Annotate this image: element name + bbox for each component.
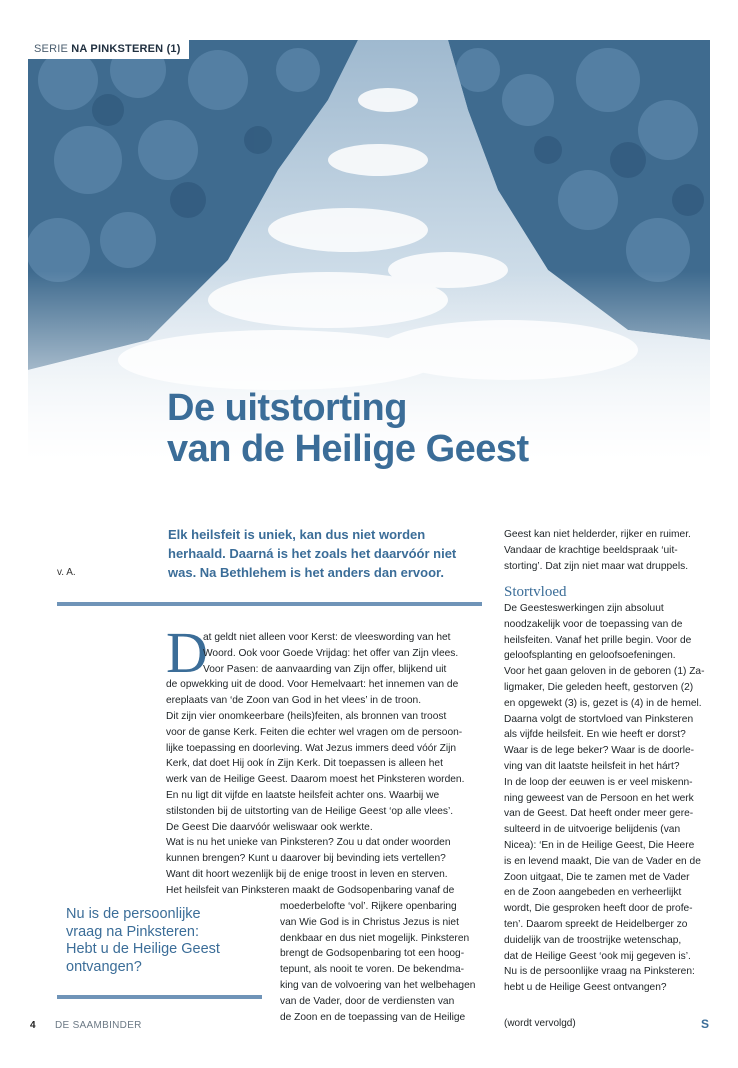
- page-number: 4: [30, 1020, 36, 1031]
- body-line: ligmaker, Die geleden heeft, gestorven (2): [504, 681, 694, 693]
- end-mark-icon: S: [701, 1017, 710, 1031]
- body-line: Woord. Ook voor Goede Vrijdag: het offer van Zijn vlees.: [203, 647, 459, 659]
- body-line: De Geest Die daarvóór weliswaar ook werkte.: [166, 821, 373, 833]
- body-line: geloofsplanting en geloofsoefeningen.: [504, 650, 676, 662]
- body-line: van Wie God is in Christus Jezus is niet: [280, 916, 459, 928]
- body-line: tepunt, als nooit te voren. De bekendma-: [280, 964, 465, 976]
- body-line: duidelijk van de troostrijke wetenschap,: [504, 934, 682, 946]
- quote-line: vraag na Pinksteren:: [66, 923, 199, 940]
- body-line: Voor het gaan geloven in de geboren (1) Za-: [504, 666, 705, 678]
- body-column-3: [504, 601, 719, 996]
- body-line: storting’. Dat zijn niet maar wat druppels.: [504, 560, 689, 572]
- body-line: at geldt niet alleen voor Kerst: de vleeswording van het: [203, 632, 451, 643]
- body-line: De Geesteswerkingen zijn absoluut: [504, 603, 664, 614]
- body-line: sulteerd in de uitvoerige belijdenis (van: [504, 824, 681, 836]
- author: v. A.: [57, 567, 76, 578]
- body-line: noodzakelijk voor de toepassing van de: [504, 618, 683, 630]
- body-line: stilstonden bij de uitstorting van de Heilige Geest ‘op alle vlees’.: [166, 805, 454, 817]
- body-line: van de Vader, door de verdiensten van: [280, 995, 455, 1007]
- body-line: Vandaar de krachtige beeldspraak ‘uit-: [504, 544, 678, 556]
- body-line: voor de ganse Kerk. Feiten die echter wel vragen om de persoon-: [166, 726, 463, 738]
- body-column-2: [280, 899, 490, 1025]
- body-line: de opwekking uit de dood. Voor Hemelvaart: het innemen van de: [166, 679, 459, 691]
- body-line: Daarna volgt de stortvloed van Pinksteren: [504, 713, 694, 725]
- body-line: hebt u de Heilige Geest ontvangen?: [504, 982, 667, 994]
- pull-quote: [66, 906, 220, 976]
- title-line-1: De uitstorting: [167, 387, 407, 429]
- lead-line: herhaald. Daarná is het zoals het daarvóór niet: [168, 546, 457, 561]
- body-line: Zoon uitgaat, Die te zamen met de Vader: [504, 871, 690, 883]
- body-line: en opgewekt (3) is, gezet is (4) in de hemel.: [504, 697, 702, 709]
- magazine-name: DE SAAMBINDER: [55, 1020, 142, 1031]
- quote-divider: [57, 995, 262, 999]
- body-column-3-top: [504, 527, 719, 574]
- body-line: denkbaar en dus niet mogelijk. Pinksteren: [280, 932, 470, 944]
- body-line: En nu ligt dit vijfde en laatste heilsfeit achter ons. Waarbij we: [166, 789, 440, 801]
- body-line: werk van de Heilige Geest. Daarom moest het Pinksteren worden.: [166, 774, 465, 786]
- body-line: Dit zijn vier onomkeerbare (heils)feiten, als bronnen van troost: [166, 710, 447, 722]
- body-line: ten’. Daarom spreekt de Heidelberger zo: [504, 918, 688, 930]
- body-line: In de loop der eeuwen is er veel miskenn-: [504, 776, 693, 788]
- body-line: Nicea): ‘En in de Heilige Geest, Die Heere: [504, 839, 695, 851]
- body-line: lijke toepassing en doorleving. Wat Jezus immers deed vóór Zijn: [166, 742, 457, 754]
- body-line: van de Geest. Dat heeft onder meer gere-: [504, 808, 694, 820]
- body-line: kunnen brengen? Kunt u daarover bij bevinding iets vertellen?: [166, 853, 446, 865]
- drop-cap: D: [166, 620, 208, 685]
- body-line: ereplaats van ‘de Zoon van God in het vlees’ in de troon.: [166, 695, 422, 707]
- body-line: Want dit hoort wezenlijk bij de enige troost in leven en sterven.: [166, 868, 448, 880]
- body-line: ning geweest van de Persoon en het werk: [504, 792, 694, 804]
- body-line: de Zoon en de toepassing van de Heilige: [280, 1011, 466, 1023]
- body-line: wordt, Die gesproken heeft door de profe-: [504, 903, 693, 915]
- quote-line: Nu is de persoonlijke: [66, 906, 201, 922]
- body-line: Nu is de persoonlijke vraag na Pinksteren:: [504, 966, 695, 978]
- title-line-2: van de Heilige Geest: [167, 428, 529, 470]
- lead-line: Elk heilsfeit is uniek, kan dus niet worden: [168, 527, 426, 542]
- series-prefix: SERIE: [34, 43, 69, 55]
- body-line: Wat is nu het unieke van Pinksteren? Zou u dat onder woorden: [166, 837, 451, 849]
- body-line: en de Zoon aangebeden en verheerlijkt: [504, 887, 682, 899]
- quote-line: ontvangen?: [66, 958, 142, 975]
- quote-line: Hebt u de Heilige Geest: [66, 941, 220, 957]
- body-line: heilsfeiten. Vanaf het prille begin. Voor de: [504, 634, 692, 646]
- body-line: dat de Heilige Geest ‘ook mij gegeven is’.: [504, 950, 691, 962]
- body-line: Waar is de lege beker? Waar is de doorle-: [504, 745, 695, 757]
- body-column-1: [166, 620, 496, 899]
- section-heading: Stortvloed: [504, 584, 567, 600]
- body-line: als vijfde heilsfeit. En wie heeft er dorst?: [504, 729, 686, 741]
- series-label: [28, 40, 189, 59]
- section-divider: [57, 602, 482, 606]
- body-line: Geest kan niet helderder, rijker en ruimer.: [504, 529, 691, 540]
- body-line: Kerk, dat doet Hij ook ín Zijn Kerk. Dit toepassen is alleen het: [166, 758, 443, 770]
- body-line: Het heilsfeit van Pinksteren maakt de Godsopenbaring vanaf de: [166, 884, 455, 896]
- article-title: [167, 388, 529, 470]
- series-name: NA PINKSTEREN (1): [71, 43, 181, 55]
- continuation-note: (wordt vervolgd): [504, 1018, 576, 1029]
- body-line: king van de volvoering van het welbehagen: [280, 979, 476, 991]
- body-line: Voor Pasen: de aanvaarding van Zijn offer, blijkend uit: [203, 663, 447, 675]
- lead-paragraph: [168, 525, 468, 582]
- body-line: is en levend maakt, Die van de Vader en de: [504, 855, 701, 867]
- lead-line: was. Na Bethlehem is het anders dan ervoor.: [168, 565, 444, 580]
- body-line: moederbelofte ‘vol’. Rijkere openbaring: [280, 901, 457, 912]
- body-line: ving van dit laatste heilsfeit in het hárt?: [504, 760, 680, 772]
- body-line: brengt de Godsopenbaring tot een hoog-: [280, 948, 465, 960]
